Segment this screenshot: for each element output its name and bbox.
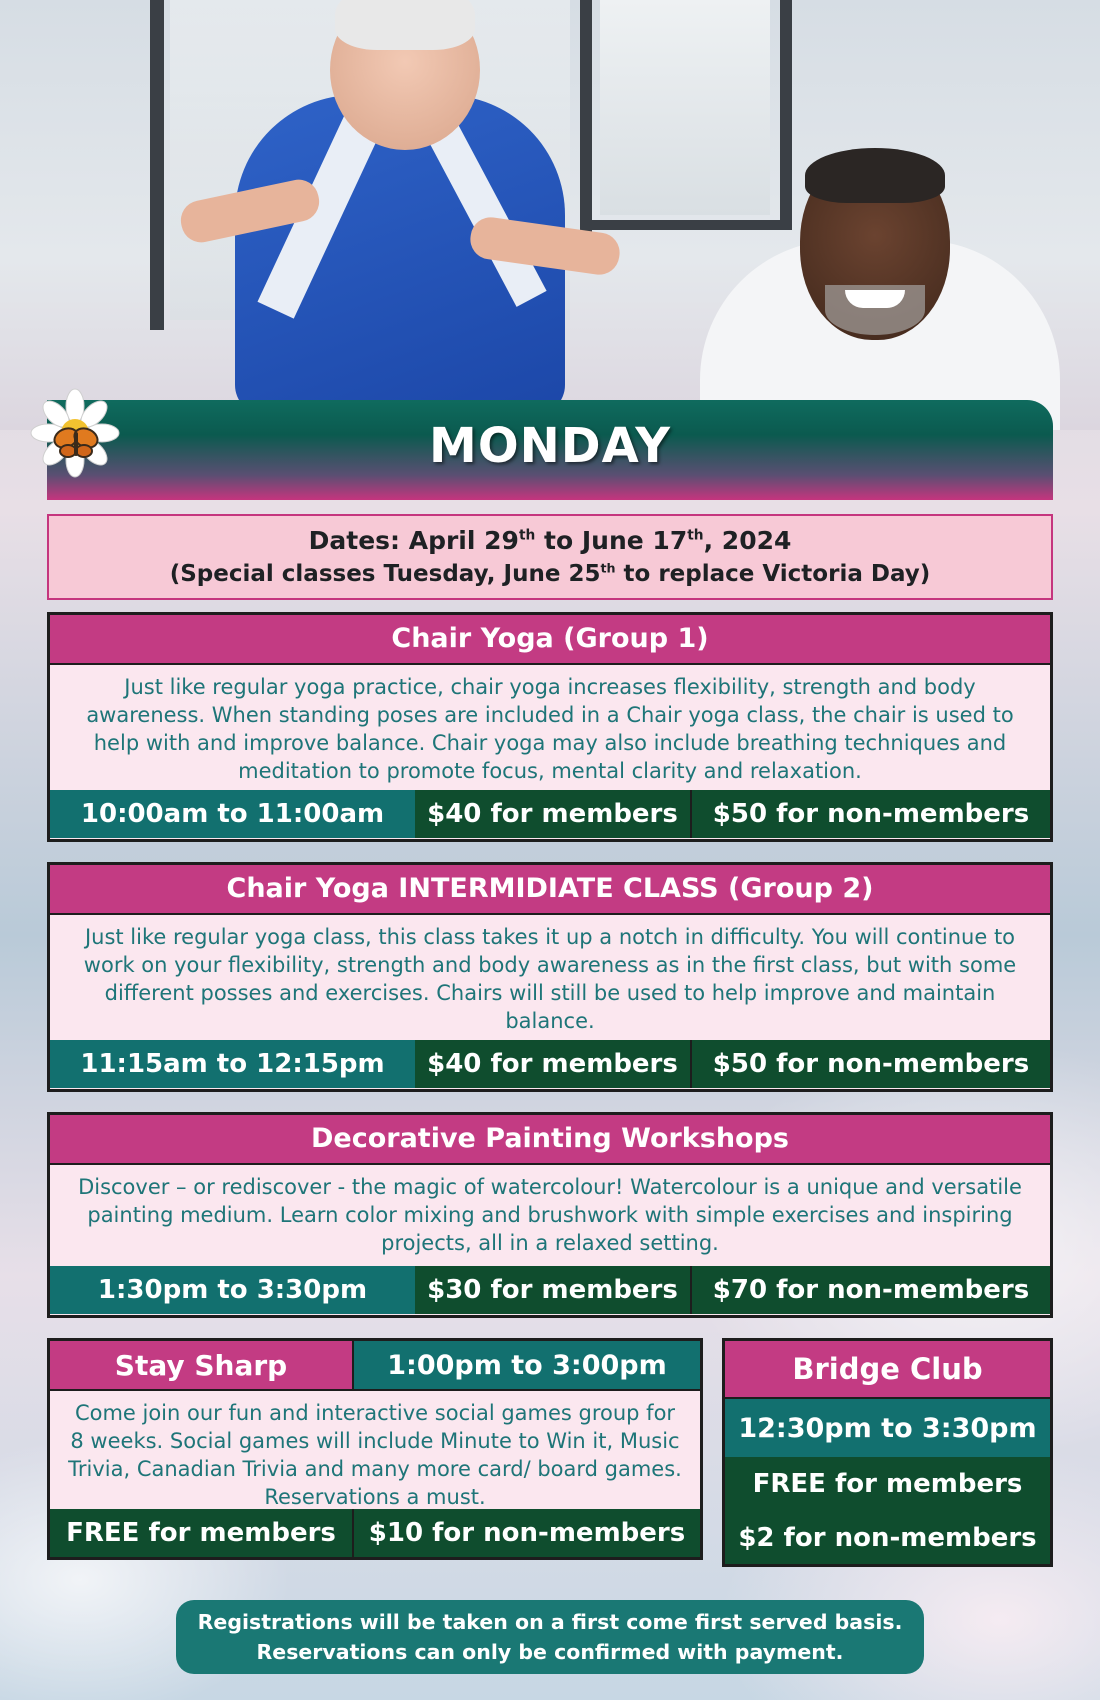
class-time: 1:00pm to 3:00pm bbox=[352, 1341, 700, 1389]
class-details bbox=[50, 1266, 1050, 1314]
dates-box bbox=[47, 514, 1053, 600]
class-card-stay-sharp bbox=[47, 1338, 703, 1560]
class-time: 11:15am to 12:15pm bbox=[50, 1040, 415, 1088]
day-title: MONDAY bbox=[429, 418, 671, 474]
class-description: Just like regular yoga class, this class takes it up a notch in difficulty. You will continue to work on your flexibility, strength and body awareness as in the first class, but with some different posses and exercises. Chairs will still be used to help improve and maintain balance. bbox=[83, 925, 1017, 1033]
nonmember-price: $10 for non-members bbox=[352, 1509, 700, 1557]
member-price: FREE for members bbox=[50, 1509, 352, 1557]
special-classes-line: (Special classes Tuesday, June 25th to replace Victoria Day) bbox=[169, 560, 931, 587]
nonmember-price: $50 for non-members bbox=[690, 1040, 1050, 1088]
member-price: $40 for members bbox=[415, 790, 690, 838]
class-time: 10:00am to 11:00am bbox=[50, 790, 415, 838]
class-card-chair-yoga-2 bbox=[47, 862, 1053, 1092]
class-title: Chair Yoga (Group 1) bbox=[50, 615, 1050, 665]
class-title: Chair Yoga INTERMIDIATE CLASS (Group 2) bbox=[50, 865, 1050, 915]
member-price: $40 for members bbox=[415, 1040, 690, 1088]
day-header bbox=[47, 400, 1053, 500]
nonmember-price: $2 for non-members bbox=[725, 1511, 1050, 1564]
note-line-2: Reservations can only be confirmed with payment. bbox=[256, 1640, 844, 1664]
class-time: 1:30pm to 3:30pm bbox=[50, 1266, 415, 1314]
class-details bbox=[50, 790, 1050, 838]
flower-butterfly-icon bbox=[30, 388, 120, 478]
member-price: $30 for members bbox=[415, 1266, 690, 1314]
member-price: FREE for members bbox=[725, 1457, 1050, 1511]
stay-sharp-header bbox=[50, 1341, 700, 1391]
hero-photo bbox=[0, 0, 1100, 430]
class-description: Come join our fun and interactive social games group for 8 weeks. Social games will include Minute to Win it, Music Trivia, Canadian Trivia and many more card/ board games. Reservations a must. bbox=[68, 1401, 682, 1509]
class-description: Just like regular yoga practice, chair yoga increases flexibility, strength and body awareness. When standing poses are included in a Chair yoga class, the chair is used to help with and improve balance. Chair yoga may also include breathing techniques and meditation to promote focus, mental clarity and relaxation. bbox=[86, 675, 1014, 783]
dates-line: Dates: April 29th to June 17th, 2024 bbox=[308, 526, 792, 555]
class-card-painting bbox=[47, 1112, 1053, 1318]
class-details bbox=[50, 1509, 700, 1557]
class-details bbox=[50, 1040, 1050, 1088]
note-line-1: Registrations will be taken on a first come first served basis. bbox=[197, 1610, 903, 1634]
nonmember-price: $70 for non-members bbox=[690, 1266, 1050, 1314]
class-title: Decorative Painting Workshops bbox=[50, 1115, 1050, 1165]
class-card-chair-yoga-1 bbox=[47, 612, 1053, 842]
class-time: 12:30pm to 3:30pm bbox=[725, 1399, 1050, 1457]
nonmember-price: $50 for non-members bbox=[690, 790, 1050, 838]
class-card-bridge-club bbox=[722, 1338, 1053, 1567]
registration-note bbox=[176, 1600, 924, 1674]
class-title: Stay Sharp bbox=[50, 1341, 352, 1389]
class-description: Discover – or rediscover - the magic of watercolour! Watercolour is a unique and versatile painting medium. Learn color mixing and brushwork with simple exercises and inspiring projects, all in a relaxed setting. bbox=[78, 1175, 1022, 1255]
class-title: Bridge Club bbox=[725, 1341, 1050, 1399]
